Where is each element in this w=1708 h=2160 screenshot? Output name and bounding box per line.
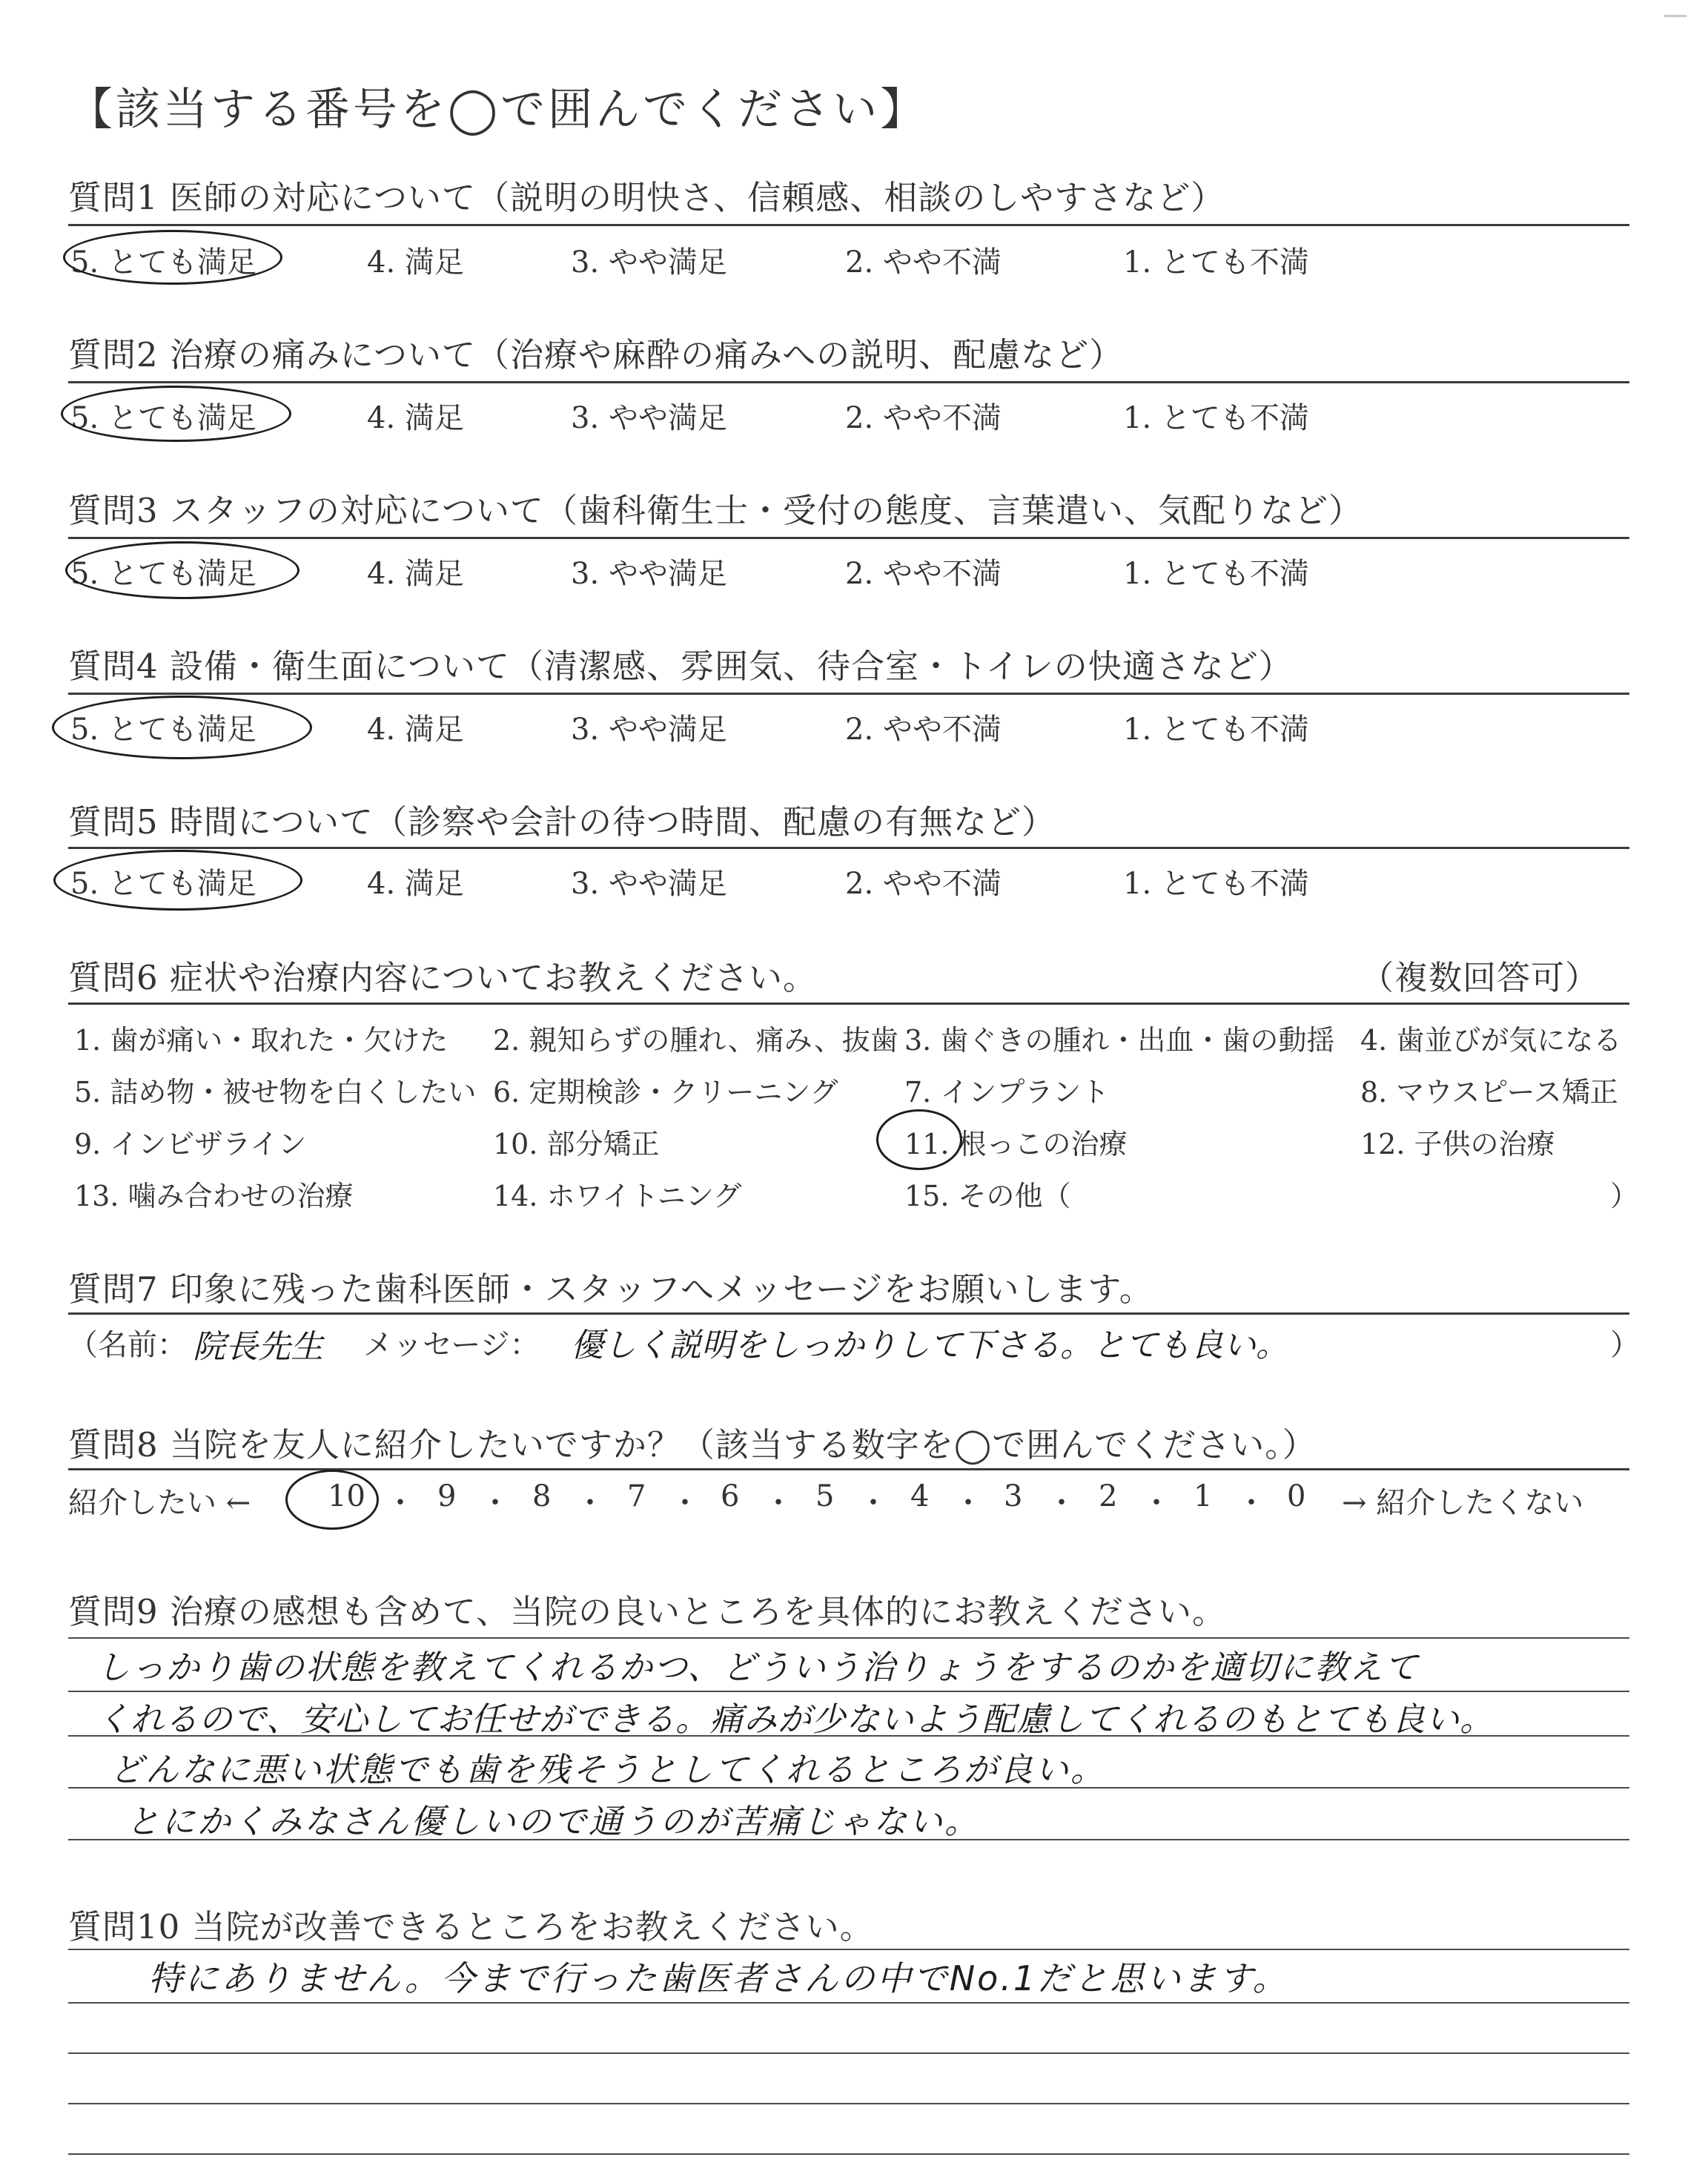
q1-selection-circle <box>63 230 282 285</box>
q5-option-4[interactable]: 4. 満足 <box>367 867 464 901</box>
q6-rule <box>68 1003 1629 1005</box>
q7-message-label: メッセージ： <box>363 1328 540 1362</box>
q6-option-14[interactable]: 14. ホワイトニング <box>493 1180 742 1212</box>
q8-scale-4[interactable]: 4 <box>910 1479 930 1513</box>
q8-scale-8[interactable]: 8 <box>532 1479 552 1513</box>
q8-right-label: → 紹介したくない <box>1342 1486 1584 1520</box>
q3-option-2[interactable]: 2. やや不満 <box>845 557 1002 591</box>
q1-option-3[interactable]: 3. やや満足 <box>571 245 727 280</box>
q6-option-11[interactable]: 11. 根っこの治療 <box>904 1128 1128 1160</box>
q1-option-2[interactable]: 2. やや不満 <box>845 245 1002 280</box>
q4-option-3[interactable]: 3. やや満足 <box>571 713 727 747</box>
q8-scale-7[interactable]: 7 <box>627 1479 646 1513</box>
q8-scale-0[interactable]: 0 <box>1287 1479 1306 1513</box>
q2-rule <box>68 381 1629 383</box>
q4-option-5[interactable]: 5. とても満足 <box>70 713 256 747</box>
q7-name-label: （名前： <box>68 1328 187 1362</box>
q10-line-1 <box>68 1949 1629 1950</box>
q2-option-3[interactable]: 3. やや満足 <box>571 401 727 435</box>
q8-scale-6[interactable]: 6 <box>721 1479 740 1513</box>
q5-option-5[interactable]: 5. とても満足 <box>70 867 256 901</box>
q4-selection-circle <box>52 696 312 759</box>
q6-option-5[interactable]: 5. 詰め物・被せ物を白くしたい <box>74 1076 477 1109</box>
q8-sep: ・ <box>385 1486 415 1520</box>
q8-scale-9[interactable]: 9 <box>437 1479 457 1513</box>
q8-sep: ・ <box>953 1486 983 1520</box>
q3-option-1[interactable]: 1. とても不満 <box>1123 557 1309 591</box>
q2-option-1[interactable]: 1. とても不満 <box>1123 401 1309 435</box>
q7-rule <box>68 1312 1629 1315</box>
q5-selection-circle <box>53 850 302 911</box>
q4-option-2[interactable]: 2. やや不満 <box>845 713 1002 747</box>
q2-option-2[interactable]: 2. やや不満 <box>845 401 1002 435</box>
q2-selection-circle <box>61 386 291 442</box>
q8-sep: ・ <box>858 1486 888 1520</box>
q8-sep: ・ <box>1237 1486 1266 1520</box>
q3-selection-circle <box>65 541 299 599</box>
q8-sep: ・ <box>575 1486 605 1520</box>
q1-option-1[interactable]: 1. とても不満 <box>1123 245 1309 280</box>
q6-option-3[interactable]: 3. 歯ぐきの腫れ・出血・歯の動揺 <box>904 1024 1335 1057</box>
q6-option-7[interactable]: 7. インプラント <box>904 1076 1110 1109</box>
q8-scale-1[interactable]: 1 <box>1194 1479 1213 1513</box>
q1-option-4[interactable]: 4. 満足 <box>367 245 464 280</box>
q1-title: 質問1 医師の対応について（説明の明快さ、信頼感、相談のしやすさなど） <box>68 178 1225 217</box>
q9-title: 質問9 治療の感想も含めて、当院の良いところを具体的にお教えください。 <box>68 1592 1227 1631</box>
q1-option-5[interactable]: 5. とても満足 <box>70 245 256 280</box>
q5-option-2[interactable]: 2. やや不満 <box>845 867 1002 901</box>
q4-rule <box>68 693 1629 695</box>
q10-line-5 <box>68 2153 1629 2155</box>
q6-option-9[interactable]: 9. インビザライン <box>74 1128 307 1160</box>
q10-answer-line-1[interactable]: 特にありません。今まで行った歯医者さんの中でNo.1だと思います。 <box>148 1958 1289 1998</box>
q9-answer-line-1[interactable]: しっかり歯の状態を教えてくれるかつ、どういう治りょうをするのかを適切に教えて <box>96 1648 1420 1687</box>
q3-option-3[interactable]: 3. やや満足 <box>571 557 727 591</box>
q2-option-4[interactable]: 4. 満足 <box>367 401 464 435</box>
q7-close: ） <box>1610 1328 1640 1362</box>
q10-line-3 <box>68 2052 1629 2054</box>
q5-option-3[interactable]: 3. やや満足 <box>571 867 727 901</box>
q4-option-1[interactable]: 1. とても不満 <box>1123 713 1309 747</box>
q6-option-1[interactable]: 1. 歯が痛い・取れた・欠けた <box>74 1024 448 1057</box>
q9-line-1 <box>68 1637 1629 1639</box>
q8-sep: ・ <box>1142 1486 1171 1520</box>
q9-answer-line-3[interactable]: どんなに悪い状態でも歯を残そうとしてくれるところが良い。 <box>110 1750 1107 1789</box>
q1-rule <box>68 224 1629 226</box>
q7-message-value[interactable]: 優しく説明をしっかりして下さる。とても良い。 <box>571 1327 1288 1364</box>
q2-option-5[interactable]: 5. とても満足 <box>70 401 256 435</box>
q3-option-4[interactable]: 4. 満足 <box>367 557 464 591</box>
q8-scale-5[interactable]: 5 <box>815 1479 835 1513</box>
q8-sep: ・ <box>764 1486 793 1520</box>
q10-title: 質問10 当院が改善できるところをお教えください。 <box>68 1907 874 1946</box>
q6-option-15[interactable]: 15. その他（ <box>904 1180 1071 1212</box>
q6-selection-circle <box>876 1109 962 1170</box>
q3-rule <box>68 537 1629 539</box>
q8-sep: ・ <box>480 1486 510 1520</box>
q7-name-value[interactable]: 院長先生 <box>193 1328 323 1366</box>
q10-line-2 <box>68 2002 1629 2004</box>
q3-title: 質問3 スタッフの対応について（歯科衛生士・受付の態度、言葉遣い、気配りなど） <box>68 491 1363 530</box>
q4-option-4[interactable]: 4. 満足 <box>367 713 464 747</box>
q9-answer-line-2[interactable]: くれるので、安心してお任せができる。痛みが少ないよう配慮してくれるのもとても良い。 <box>96 1700 1494 1739</box>
q2-title: 質問2 治療の痛みについて（治療や麻酔の痛みへの説明、配慮など） <box>68 335 1124 374</box>
q6-option-13[interactable]: 13. 噛み合わせの治療 <box>74 1180 354 1212</box>
q6-option-10[interactable]: 10. 部分矯正 <box>493 1128 660 1160</box>
q10-line-4 <box>68 2103 1629 2104</box>
q8-scale-10[interactable]: 10 <box>328 1479 365 1513</box>
q9-answer-line-4[interactable]: とにかくみなさん優しいので通うのが苦痛じゃない。 <box>126 1802 981 1841</box>
q5-rule <box>68 847 1629 849</box>
q8-left-label: 紹介したい ← <box>68 1486 251 1520</box>
q8-sep: ・ <box>1047 1486 1076 1520</box>
q8-sep: ・ <box>670 1486 700 1520</box>
q8-scale-3[interactable]: 3 <box>1004 1479 1023 1513</box>
q6-option-6[interactable]: 6. 定期検診・クリーニング <box>493 1076 838 1109</box>
q7-title: 質問7 印象に残った歯科医師・スタッフへメッセージをお願いします。 <box>68 1269 1153 1309</box>
q8-selection-circle <box>285 1470 379 1530</box>
q8-scale-2[interactable]: 2 <box>1099 1479 1118 1513</box>
scan-edge-mark <box>1664 15 1687 17</box>
q5-option-1[interactable]: 1. とても不満 <box>1123 867 1309 901</box>
q6-option-2[interactable]: 2. 親知らずの腫れ、痛み、抜歯 <box>493 1024 898 1057</box>
q6-option-4[interactable]: 4. 歯並びが気になる <box>1360 1024 1622 1057</box>
q6-note: （複数回答可） <box>1360 958 1600 997</box>
q6-title: 質問6 症状や治療内容についてお教えください。 <box>68 958 818 997</box>
q6-option-8[interactable]: 8. マウスピース矯正 <box>1360 1076 1618 1109</box>
q6-option-12[interactable]: 12. 子供の治療 <box>1360 1128 1555 1160</box>
q6-option-15-close: ） <box>1610 1180 1639 1212</box>
q5-title: 質問5 時間について（診察や会計の待つ時間、配慮の有無など） <box>68 802 1056 842</box>
page-heading: 【該当する番号を◯で囲んでください】 <box>68 84 928 136</box>
q3-option-5[interactable]: 5. とても満足 <box>70 557 256 591</box>
q4-title: 質問4 設備・衛生面について（清潔感、雰囲気、待合室・トイレの快適さなど） <box>68 647 1293 686</box>
q8-rule <box>68 1468 1629 1470</box>
q8-title: 質問8 当院を友人に紹介したいですか？（該当する数字を◯で囲んでください。） <box>68 1425 1317 1464</box>
